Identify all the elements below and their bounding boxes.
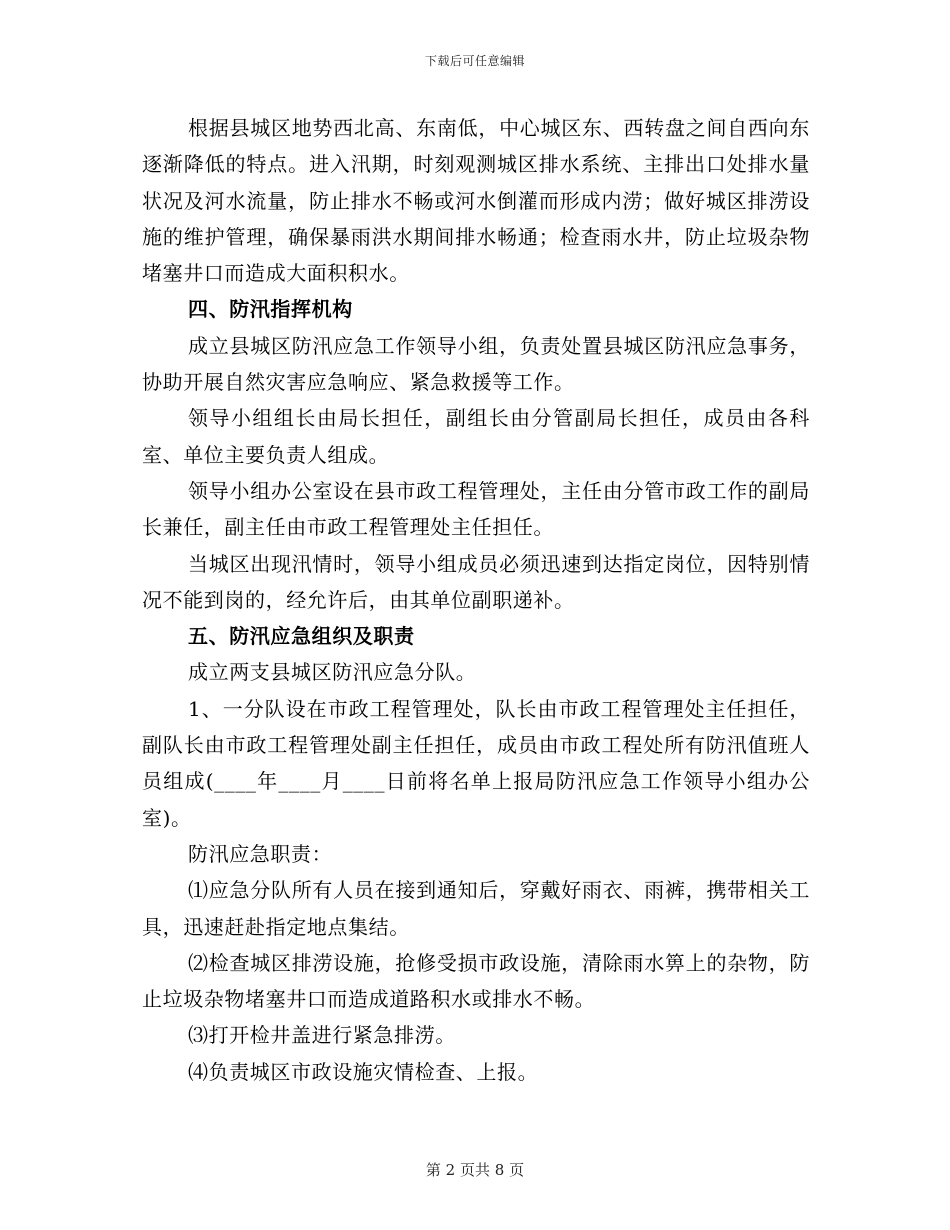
section-heading-5: 五、防汛应急组织及职责 bbox=[188, 624, 415, 649]
paragraph-terrain: 根据县城区地势西北高、东南低，中心城区东、西转盘之间自西向东逐渐降低的特点。进入汛期，时刻观测城区排水系统、主排出口处排水量状况及河水流量，防止排水不畅或河水倒灌而形成内涝；做好城区排涝设施的维护管理，确保暴雨洪水期间排水畅通；检查雨水井，防止垃圾杂物堵塞井口而造成大面积积水。 bbox=[142, 116, 810, 286]
page-header: 下载后可任意编辑 bbox=[424, 54, 525, 68]
document-body bbox=[142, 110, 810, 1090]
paragraph-two-teams: 成立两支县城区防汛应急分队。 bbox=[188, 660, 477, 685]
section-heading-4: 四、防汛指挥机构 bbox=[188, 297, 353, 322]
duty-item-2: ⑵检查城区排涝设施，抢修受损市政设施，清除雨水箅上的杂物，防止垃圾杂物堵塞井口而造成道路积水或排水不畅。 bbox=[142, 950, 810, 1012]
paragraph-office: 领导小组办公室设在县市政工程管理处，主任由分管市政工作的副局长兼任，副主任由市政工程管理处主任担任。 bbox=[142, 478, 810, 540]
page-footer: 第 2 页共 8 页 bbox=[425, 1161, 525, 1179]
duty-item-3: ⑶打开检井盖进行紧急排涝。 bbox=[188, 1023, 456, 1048]
paragraph-duties-title: 防汛应急职责： bbox=[188, 841, 333, 866]
duty-item-4: ⑷负责城区市政设施灾情检查、上报。 bbox=[188, 1059, 539, 1084]
duty-item-1: ⑴应急分队所有人员在接到通知后，穿戴好雨衣、雨裤，携带相关工具，迅速赶赴指定地点集结。 bbox=[142, 878, 810, 939]
paragraph-team-one: 1、一分队设在市政工程管理处，队长由市政工程管理处主任担任，副队长由市政工程管理处副主任担任，成员由市政工程处所有防汛值班人员组成(____年____月____日前将名单上报局防汛应急工作领导小组办公室)。 bbox=[142, 696, 810, 830]
paragraph-leading-group: 成立县城区防汛应急工作领导小组，负责处置县城区防汛应急事务，协助开展自然灾害应急响应、紧急救援等工作。 bbox=[142, 333, 810, 395]
paragraph-on-duty: 当城区出现汛情时，领导小组成员必须迅速到达指定岗位，因特别情况不能到岗的，经允许后，由其单位副职递补。 bbox=[142, 551, 810, 612]
paragraph-group-members: 领导小组组长由局长担任，副组长由分管副局长担任，成员由各科室、单位主要负责人组成。 bbox=[142, 406, 810, 467]
